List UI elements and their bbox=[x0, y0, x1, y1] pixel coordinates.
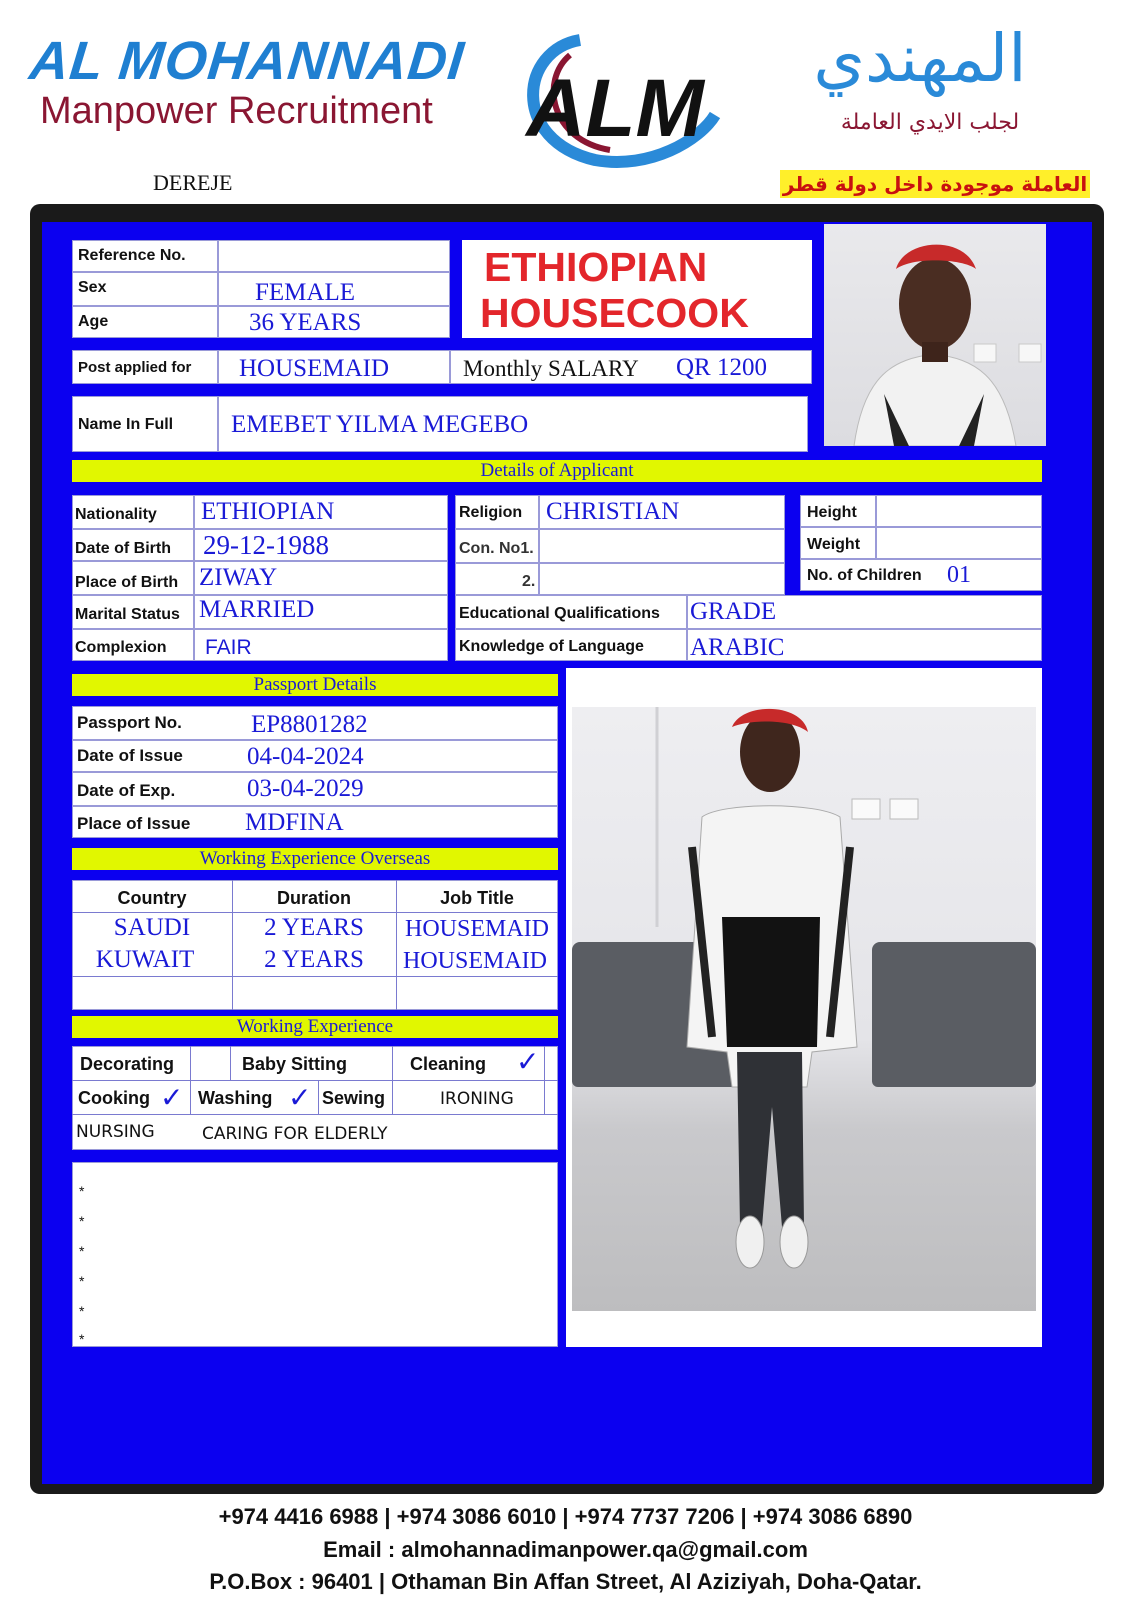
footer-address: P.O.Box : 96401 | Othaman Bin Affan Street, Al Aziziyah, Doha-Qatar. bbox=[209, 1569, 922, 1594]
skill-cleaning: Cleaning bbox=[410, 1054, 487, 1074]
cooking-check-icon: ✓ bbox=[160, 1082, 184, 1113]
height-label: Height bbox=[807, 504, 857, 521]
complexion-value-cell bbox=[194, 629, 448, 661]
brand-subtitle: Manpower Recruitment bbox=[40, 90, 433, 132]
language-label-cell bbox=[455, 629, 687, 661]
complexion-label: Complexion bbox=[75, 639, 167, 656]
salary-cell bbox=[450, 350, 812, 384]
passport-place-row bbox=[72, 806, 558, 838]
age-label-cell bbox=[72, 306, 218, 338]
age-label: Age bbox=[78, 313, 109, 330]
overseas-row-divider bbox=[72, 912, 558, 913]
portrait-photo bbox=[824, 224, 1046, 446]
contact2-label: 2. bbox=[522, 573, 536, 590]
weight-label: Weight bbox=[807, 536, 861, 553]
overseas-col-country: Country bbox=[117, 888, 187, 908]
post-value: HOUSEMAID bbox=[239, 355, 389, 382]
marital-value: MARRIED bbox=[199, 596, 315, 623]
salary-label: Monthly SALARY bbox=[463, 356, 639, 381]
remark-bullet: * bbox=[79, 1213, 85, 1229]
skill-baby-sitting: Baby Sitting bbox=[242, 1054, 348, 1074]
language-value: ARABIC bbox=[690, 634, 785, 661]
post-label: Post applied for bbox=[78, 359, 192, 376]
age-value-cell bbox=[218, 306, 450, 338]
post-value-cell bbox=[218, 350, 450, 384]
reference-label: Reference No. bbox=[78, 247, 186, 264]
religion-label: Religion bbox=[459, 504, 523, 521]
experience-col-divider bbox=[544, 1046, 545, 1114]
remark-bullet: * bbox=[79, 1183, 85, 1199]
complexion-label-cell bbox=[72, 629, 194, 661]
passport-number-label: Passport No. bbox=[77, 713, 182, 732]
remark-bullet: * bbox=[79, 1303, 85, 1319]
contact1-label: Con. No1. bbox=[459, 540, 534, 557]
experience-row-divider bbox=[72, 1080, 558, 1081]
education-label-cell bbox=[455, 595, 687, 629]
name-label-cell bbox=[72, 396, 218, 452]
nationality-value-cell bbox=[194, 495, 448, 529]
arabic-brand-name: المهندي bbox=[813, 20, 1027, 97]
religion-label-cell bbox=[455, 495, 539, 529]
arabic-brand-subtitle: لجلب الايدي العاملة bbox=[840, 110, 1020, 135]
pob-label: Place of Birth bbox=[75, 574, 179, 591]
cleaning-check-icon: ✓ bbox=[516, 1046, 540, 1077]
experience-col-divider bbox=[230, 1046, 231, 1080]
nationality-value: ETHIOPIAN bbox=[201, 498, 335, 525]
experience-col-divider bbox=[392, 1046, 393, 1114]
passport-issue-row bbox=[72, 740, 558, 772]
sex-label-cell bbox=[72, 272, 218, 306]
passport-issue-label: Date of Issue bbox=[77, 746, 183, 765]
experience-col-divider bbox=[318, 1080, 319, 1114]
experience-heading: Working Experience bbox=[72, 1016, 558, 1038]
salary-value: QR 1200 bbox=[676, 354, 767, 381]
children-cell bbox=[800, 559, 1042, 591]
complexion-value: FAIR bbox=[205, 636, 252, 659]
overseas-col-job: Job Title bbox=[440, 888, 514, 908]
language-value-cell bbox=[687, 629, 1042, 661]
agent-name: DEREJE bbox=[153, 170, 233, 195]
contact1-value-cell bbox=[539, 529, 785, 563]
height-label-cell bbox=[800, 495, 876, 527]
logo-text: ALM bbox=[526, 63, 704, 154]
dob-label-cell bbox=[72, 529, 194, 561]
passport-exp-value: 03-04-2029 bbox=[247, 775, 364, 802]
passport-heading: Passport Details bbox=[72, 674, 558, 696]
age-value: 36 YEARS bbox=[249, 309, 362, 336]
overseas-row-duration: 2 YEARS bbox=[264, 914, 364, 941]
name-value: EMEBET YILMA MEGEBO bbox=[231, 411, 529, 438]
sex-label: Sex bbox=[78, 279, 107, 296]
overseas-row-job: HOUSEMAID bbox=[405, 916, 549, 942]
passport-exp-label: Date of Exp. bbox=[77, 781, 176, 800]
reference-label-cell bbox=[72, 240, 218, 272]
pob-label-cell bbox=[72, 561, 194, 595]
pob-value-cell bbox=[194, 561, 448, 595]
religion-value-cell bbox=[539, 495, 785, 529]
experience-row-divider bbox=[72, 1114, 558, 1115]
passport-place-label: Place of Issue bbox=[77, 814, 191, 833]
dob-value: 29-12-1988 bbox=[203, 530, 329, 560]
children-label: No. of Children bbox=[807, 567, 922, 584]
passport-issue-value: 04-04-2024 bbox=[247, 743, 364, 770]
arabic-notice: العاملة موجودة داخل دولة قطر bbox=[780, 170, 1090, 198]
weight-label-cell bbox=[800, 527, 876, 559]
details-heading: Details of Applicant bbox=[72, 460, 1042, 482]
education-label: Educational Qualifications bbox=[459, 605, 660, 622]
skill-cooking: Cooking bbox=[78, 1088, 150, 1108]
skill-sewing: Sewing bbox=[322, 1088, 386, 1108]
post-label-cell bbox=[72, 350, 218, 384]
overseas-row-duration: 2 YEARS bbox=[264, 946, 364, 973]
remark-bullet: * bbox=[79, 1273, 85, 1289]
skill-decorating: Decorating bbox=[80, 1054, 175, 1074]
sex-value-cell bbox=[218, 272, 450, 306]
overseas-row-job: HOUSEMAID bbox=[403, 948, 547, 974]
contact2-value-cell bbox=[539, 563, 785, 595]
overseas-heading: Working Experience Overseas bbox=[72, 848, 558, 870]
education-value: GRADE bbox=[690, 598, 777, 625]
remark-bullet: * bbox=[79, 1243, 85, 1259]
nationality-label-cell bbox=[72, 495, 194, 529]
passport-place-value: MDFINA bbox=[245, 809, 344, 836]
sex-value: FEMALE bbox=[255, 279, 355, 306]
footer-email: Email : almohannadimanpower.qa@gmail.com bbox=[323, 1537, 808, 1562]
footer-phones: +974 4416 6988 | +974 3086 6010 | +974 7737 7206 | +974 3086 6890 bbox=[218, 1504, 913, 1529]
overseas-row-country: KUWAIT bbox=[95, 946, 195, 973]
contact2-label-cell bbox=[455, 563, 539, 595]
weight-value-cell bbox=[876, 527, 1042, 559]
contact1-label-cell bbox=[455, 529, 539, 563]
marital-label-cell bbox=[72, 595, 194, 629]
education-value-cell bbox=[687, 595, 1042, 629]
brand-name: AL MOHANNADI bbox=[26, 31, 468, 91]
remark-bullet: * bbox=[79, 1331, 85, 1347]
language-label: Knowledge of Language bbox=[459, 638, 644, 655]
experience-col-divider bbox=[190, 1046, 191, 1114]
passport-number-value: EP8801282 bbox=[251, 711, 368, 738]
name-value-cell bbox=[218, 396, 808, 452]
religion-value: CHRISTIAN bbox=[546, 498, 680, 525]
passport-number-row bbox=[72, 706, 558, 740]
pob-value: ZIWAY bbox=[199, 564, 278, 591]
nationality-label: Nationality bbox=[75, 506, 157, 523]
full-body-photo bbox=[572, 707, 1036, 1311]
children-value: 01 bbox=[947, 562, 971, 588]
washing-check-icon: ✓ bbox=[288, 1082, 312, 1113]
name-label: Name In Full bbox=[78, 416, 174, 433]
title-line2: HOUSECOOK bbox=[480, 290, 749, 336]
title-line1: ETHIOPIAN bbox=[484, 244, 708, 290]
overseas-col-duration: Duration bbox=[277, 888, 351, 908]
overseas-row-country: SAUDI bbox=[113, 914, 191, 941]
dob-value-cell bbox=[194, 529, 448, 561]
remarks-box bbox=[72, 1162, 558, 1347]
reference-value-cell bbox=[218, 240, 450, 272]
dob-label: Date of Birth bbox=[75, 540, 171, 557]
skill-caring: CARING FOR ELDERLY bbox=[202, 1124, 388, 1144]
logo bbox=[500, 20, 730, 170]
marital-label: Marital Status bbox=[75, 606, 180, 623]
passport-exp-row bbox=[72, 772, 558, 806]
skill-ironing: IRONING bbox=[440, 1089, 514, 1109]
overseas-row-divider bbox=[72, 976, 558, 977]
skill-nursing: NURSING bbox=[76, 1122, 155, 1142]
height-value-cell bbox=[876, 495, 1042, 527]
title-box bbox=[462, 240, 812, 338]
skill-washing: Washing bbox=[198, 1088, 273, 1108]
marital-value-cell bbox=[194, 595, 448, 629]
